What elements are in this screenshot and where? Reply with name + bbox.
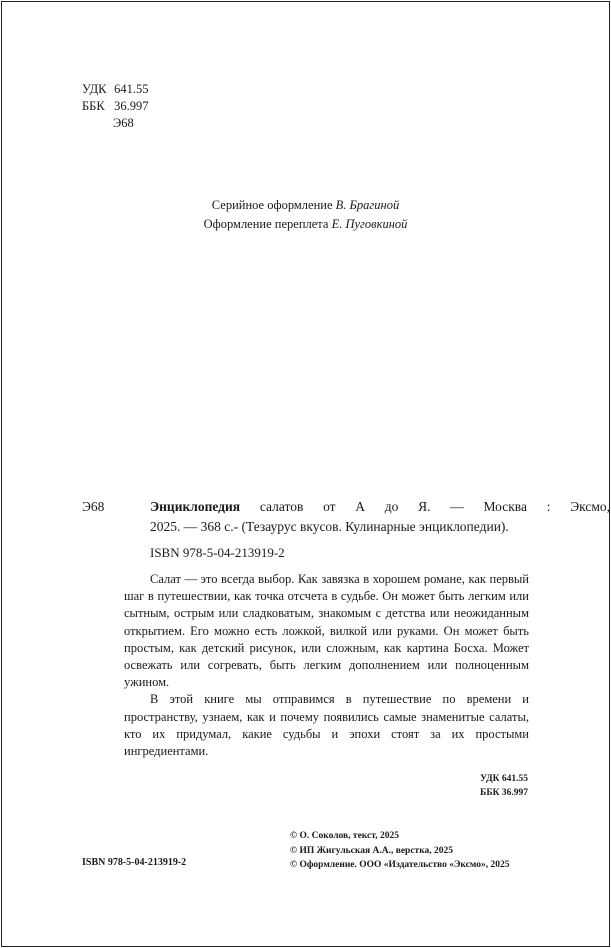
- bib-line-2: 2025. — 368 с.- (Тезаурус вкусов. Кулинарные энциклопедии).: [150, 519, 509, 534]
- design-credits: [0, 196, 611, 234]
- classification-codes-bottom: [400, 772, 528, 800]
- bbk-value: 36.997: [114, 99, 149, 113]
- isbn-record: ISBN 978-5-04-213919-2: [150, 545, 285, 560]
- author-mark: Э68: [113, 116, 134, 130]
- copyright-line: © О. Соколов, текст, 2025: [290, 831, 399, 841]
- bib-line-1: [150, 497, 610, 517]
- annotation-paragraph: В этой книге мы отправимся в путешествие по времени и пространству, узнаем, как и почему появились самые знаменитые салаты, кто их придумал, какие судьбы и эпохи стоят за их простыми ингредиентами.: [124, 692, 529, 759]
- udk-value: 641.55: [114, 82, 149, 96]
- series-design-label: Серийное оформление: [211, 198, 333, 212]
- isbn-bottom: ISBN 978-5-04-213919-2: [82, 857, 187, 868]
- bib-title: Энциклопедия: [150, 499, 241, 514]
- copyright-block: [290, 829, 509, 873]
- classification-codes-top: [82, 81, 149, 132]
- udk-label: УДК: [82, 82, 107, 96]
- udk-bottom: УДК 641.55: [480, 774, 528, 784]
- copyright-line: © Оформление. ООО «Издательство «Эксмо», 2025: [290, 860, 510, 870]
- series-design-name: В. Брагиной: [335, 198, 400, 212]
- annotation-paragraph: Салат — это всегда выбор. Как завязка в хорошем романе, как первый шаг в путешествии, как точка отсчета в судьбе. Он может быть легким или сытным, острым или сладковатым, знакомым с детства или неожиданным открытием. Его можно есть ложкой, вилкой или руками. Он может быть простым, как детский рисунок, или сложным, как картина Босха. Может освежать или согревать, быть легким дополнением или полноценным ужином.: [124, 572, 529, 690]
- bbk-label: ББК: [82, 99, 105, 113]
- bib-author-mark: Э68: [82, 499, 105, 514]
- cover-design-label: Оформление переплета: [203, 217, 329, 231]
- cover-design-name: Е. Пуговкиной: [331, 217, 408, 231]
- bib-line-1-rest: салатов от А до Я. — Москва : Эксмо,: [259, 499, 611, 514]
- page-border: [1, 1, 610, 947]
- bbk-bottom: ББК 36.997: [480, 788, 528, 798]
- annotation: [124, 571, 529, 760]
- copyright-line: © ИП Жигульская А.А., верстка, 2025: [290, 845, 454, 856]
